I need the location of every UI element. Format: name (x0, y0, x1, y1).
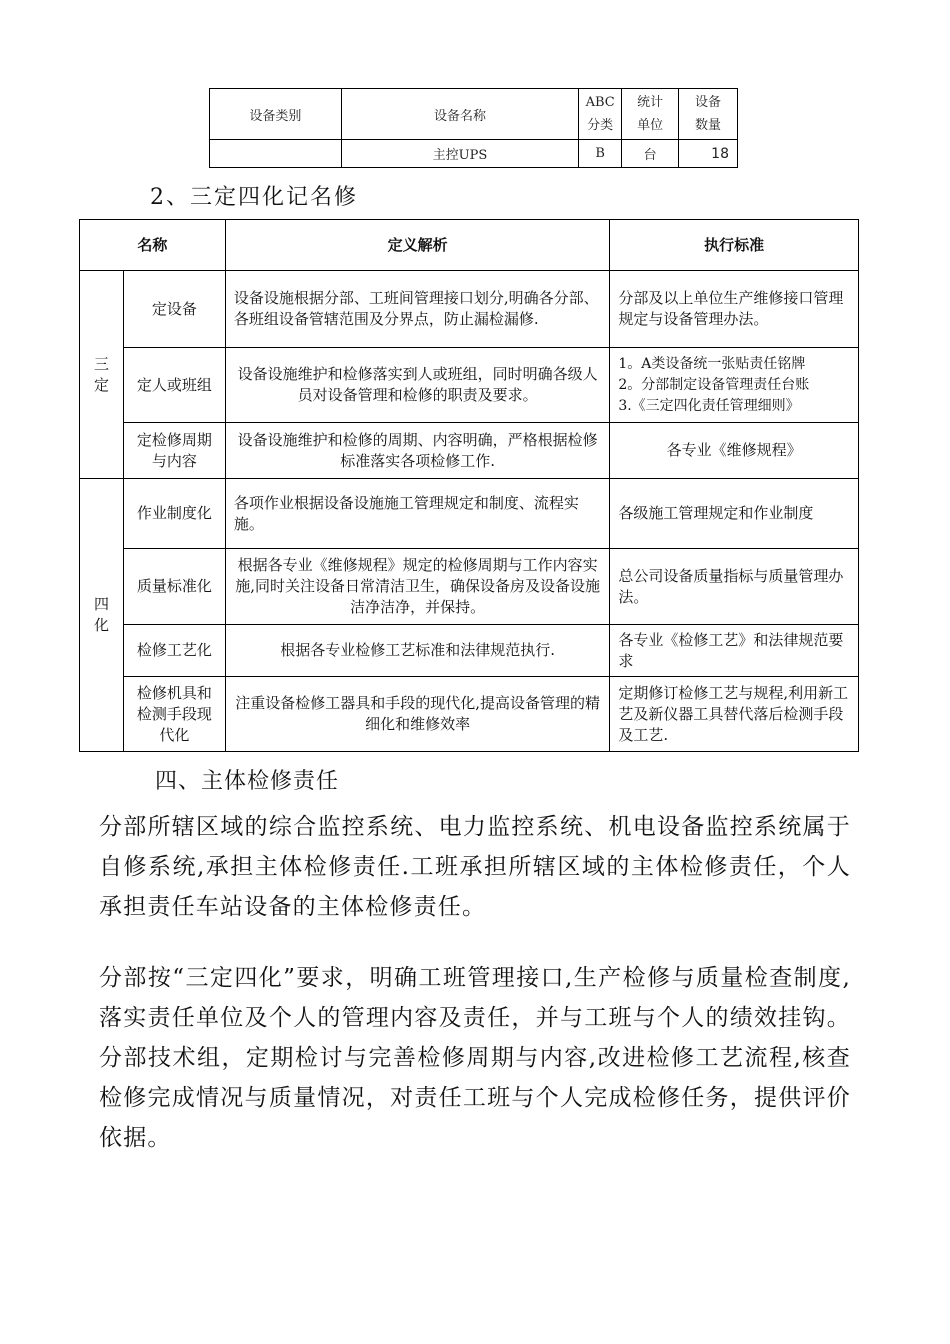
row-standard: 定期修订检修工艺与规程,利用新工艺及新仪器工具替代落后检测手段及工艺. (610, 677, 859, 752)
header-name: 名称 (80, 220, 226, 271)
section-title: 四、主体检修责任 (155, 769, 340, 794)
cell-category (210, 140, 342, 168)
header-quantity: 设备 数量 (679, 89, 738, 140)
row-definition: 根据各专业《维修规程》规定的检修周期与工作内容实施,同时关注设备日常清洁卫生，确保设备房及设备设施洁净洁净，并保持。 (225, 549, 609, 625)
row-name: 检修工艺化 (123, 625, 225, 677)
header-category: 设备类别 (210, 89, 342, 140)
three-four-table (79, 219, 859, 752)
group-label-four: 四 化 (80, 479, 124, 752)
equipment-table-row (210, 140, 738, 168)
table-row (80, 348, 859, 423)
row-definition: 设备设施维护和检修的周期、内容明确，严格根据检修标准落实各项检修工作. (225, 423, 609, 479)
row-name: 检修机具和检测手段现代化 (123, 677, 225, 752)
header-abc-class: ABC 分类 (579, 89, 622, 140)
row-standard: 各级施工管理规定和作业制度 (610, 479, 859, 549)
cell-equipment-name: 主控UPS (341, 140, 578, 168)
row-name: 定人或班组 (123, 348, 225, 423)
main-table-header-row (80, 220, 859, 271)
paragraph: 分部所辖区域的综合监控系统、电力监控系统、机电设备监控系统属于自修系统,承担主体检修责任.工班承担所辖区域的主体检修责任，个人承担责任车站设备的主体检修责任。 (99, 814, 851, 920)
table-row (80, 271, 859, 348)
row-standard: 各专业《维修规程》 (610, 423, 859, 479)
row-definition: 设备设施维护和检修落实到人或班组，同时明确各级人员对设备管理和检修的职责及要求。 (225, 348, 609, 423)
row-definition: 根据各专业检修工艺标准和法律规范执行. (225, 625, 609, 677)
row-standard: 总公司设备质量指标与质量管理办法。 (610, 549, 859, 625)
table-row (80, 677, 859, 752)
row-standard: 各专业《检修工艺》和法律规范要求 (610, 625, 859, 677)
row-definition: 设备设施根据分部、工班间管理接口划分,明确各分部、各班组设备管辖范围及分界点，防止漏检漏修. (225, 271, 609, 348)
header-standard: 执行标准 (610, 220, 859, 271)
cell-quantity: 18 (679, 140, 738, 168)
equipment-table (209, 88, 738, 168)
equipment-table-header-row (210, 89, 738, 140)
header-definition: 定义解析 (225, 220, 609, 271)
row-standard-list: 1。A类设备统一张贴责任铭牌 2。分部制定设备管理责任台账 3.《三定四化责任管理细则》 (610, 348, 859, 423)
row-name: 质量标准化 (123, 549, 225, 625)
row-definition: 各项作业根据设备设施施工管理规定和制度、流程实施。 (225, 479, 609, 549)
row-standard: 分部及以上单位生产维修接口管理规定与设备管理办法。 (610, 271, 859, 348)
cell-abc-class: B (579, 140, 622, 168)
group-label-three: 三 定 (80, 271, 124, 479)
header-unit: 统计 单位 (622, 89, 679, 140)
table-row (80, 549, 859, 625)
table-row (80, 625, 859, 677)
header-equipment-name: 设备名称 (341, 89, 578, 140)
table-row (80, 479, 859, 549)
row-name: 定设备 (123, 271, 225, 348)
row-name: 作业制度化 (123, 479, 225, 549)
section-heading: 2、三定四化记名修 (150, 185, 358, 210)
table-row (80, 423, 859, 479)
row-definition: 注重设备检修工器具和手段的现代化,提高设备管理的精细化和维修效率 (225, 677, 609, 752)
cell-unit: 台 (622, 140, 679, 168)
paragraph: 分部按“三定四化”要求，明确工班管理接口,生产检修与质量检查制度,落实责任单位及个人的管理内容及责任，并与工班与个人的绩效挂钩。分部技术组，定期检讨与完善检修周期与内容,改进检修工艺流程,核查检修完成情况与质量情况，对责任工班与个人完成检修任务，提供评价依据。 (99, 965, 851, 1151)
row-name: 定检修周期与内容 (123, 423, 225, 479)
